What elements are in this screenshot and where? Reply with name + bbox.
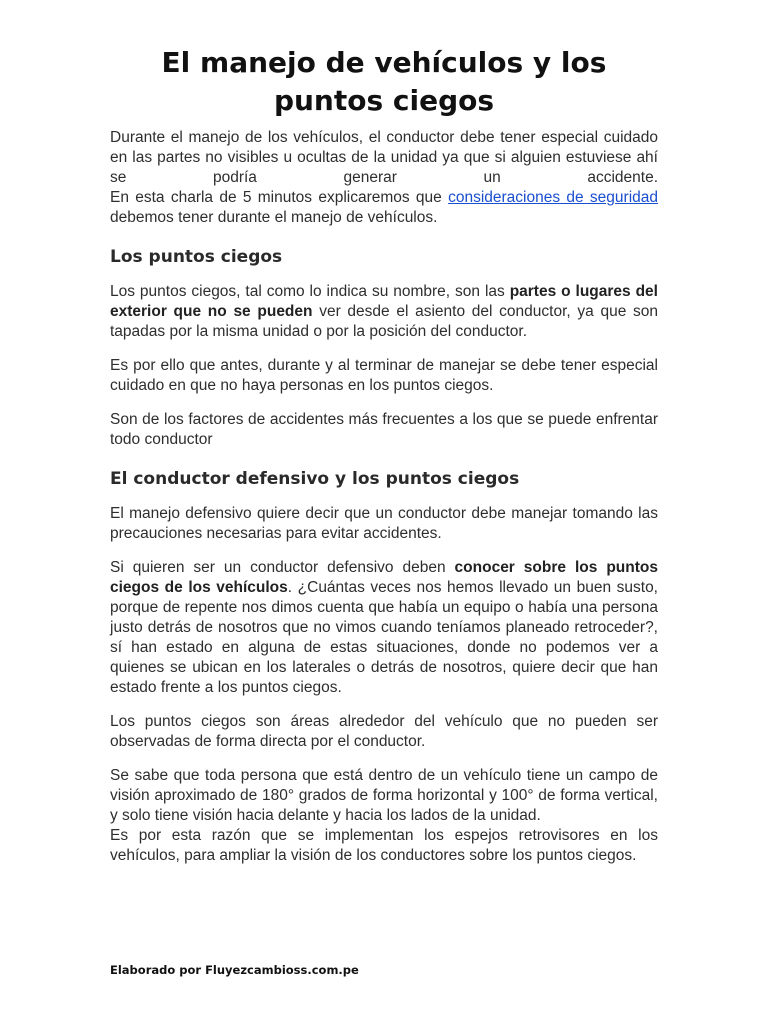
blind-spots-paragraph-3: Son de los factores de accidentes más frecuentes a los que se puede enfrentar todo conductor xyxy=(110,411,658,448)
bold-fragment: partes o lugares del exterior que no se pueden xyxy=(110,283,658,320)
defensive-paragraph-3: Los puntos ciegos son áreas alrededor del vehículo que no pueden ser observadas de forma directa por el conductor. xyxy=(110,713,658,750)
intro-line-2-post: debemos tener durante el manejo de vehículos. xyxy=(110,209,438,226)
document-title: El manejo de vehículos y los puntos ciegos xyxy=(161,46,607,117)
footer-credit: Elaborado por Fluyezcambioss.com.pe xyxy=(110,963,359,977)
defensive-paragraph-2 xyxy=(110,558,658,698)
blind-spots-paragraph-1 xyxy=(110,282,658,342)
mirrors-text: Es por esta razón que se implementan los espejos retrovisores en los vehículos, para ampliar la visión de los conductores sobre los puntos ciegos. xyxy=(110,827,658,864)
defensive-paragraph-4 xyxy=(110,766,658,866)
safety-considerations-link[interactable]: consideraciones de seguridad xyxy=(448,189,658,206)
intro-line-2-pre: En esta charla de 5 minutos explicaremos que xyxy=(110,189,449,206)
vision-field-text: Se sabe que toda persona que está dentro de un vehículo tiene un campo de visión aproximado de 180° grados de forma horizontal y 100° de forma vertical, y solo tiene visión hacia delante y hacia los lados de la unidad. xyxy=(110,767,658,824)
section-heading-blind-spots: Los puntos ciegos xyxy=(110,247,283,267)
section-heading-defensive-driver: El conductor defensivo y los puntos ciegos xyxy=(110,469,520,489)
text-fragment: . ¿Cuántas veces nos hemos llevado un buen susto, porque de repente nos dimos cuenta que había un equipo o había una persona justo detrás de nosotros que no vimos cuando teníamos planeado retroceder?, sí han estado en alguna de estas situaciones, donde no podemos ver a quienes se ubican en los laterales o detrás de nosotros, quiere decir que han estado frente a los puntos ciegos. xyxy=(110,579,658,696)
defensive-paragraph-1: El manejo defensivo quiere decir que un conductor debe manejar tomando las precauciones necesarias para evitar accidentes. xyxy=(110,505,658,542)
bold-fragment: conocer sobre los puntos ciegos de los vehículos xyxy=(110,559,658,596)
text-fragment: Los puntos ciegos, tal como lo indica su nombre, son las xyxy=(110,283,510,300)
intro-line-1: Durante el manejo de los vehículos, el conductor debe tener especial cuidado en las partes no visibles u ocultas de la unidad ya que si alguien estuviese ahí se podría generar un accidente. xyxy=(110,129,658,186)
intro-paragraph xyxy=(110,128,658,228)
text-fragment: Si quieren ser un conductor defensivo deben xyxy=(110,559,455,576)
text-fragment: ver desde el asiento del conductor, ya que son tapadas por la misma unidad o por la posición del conductor. xyxy=(110,303,658,340)
blind-spots-paragraph-2: Es por ello que antes, durante y al terminar de manejar se debe tener especial cuidado en que no haya personas en los puntos ciegos. xyxy=(110,357,658,394)
